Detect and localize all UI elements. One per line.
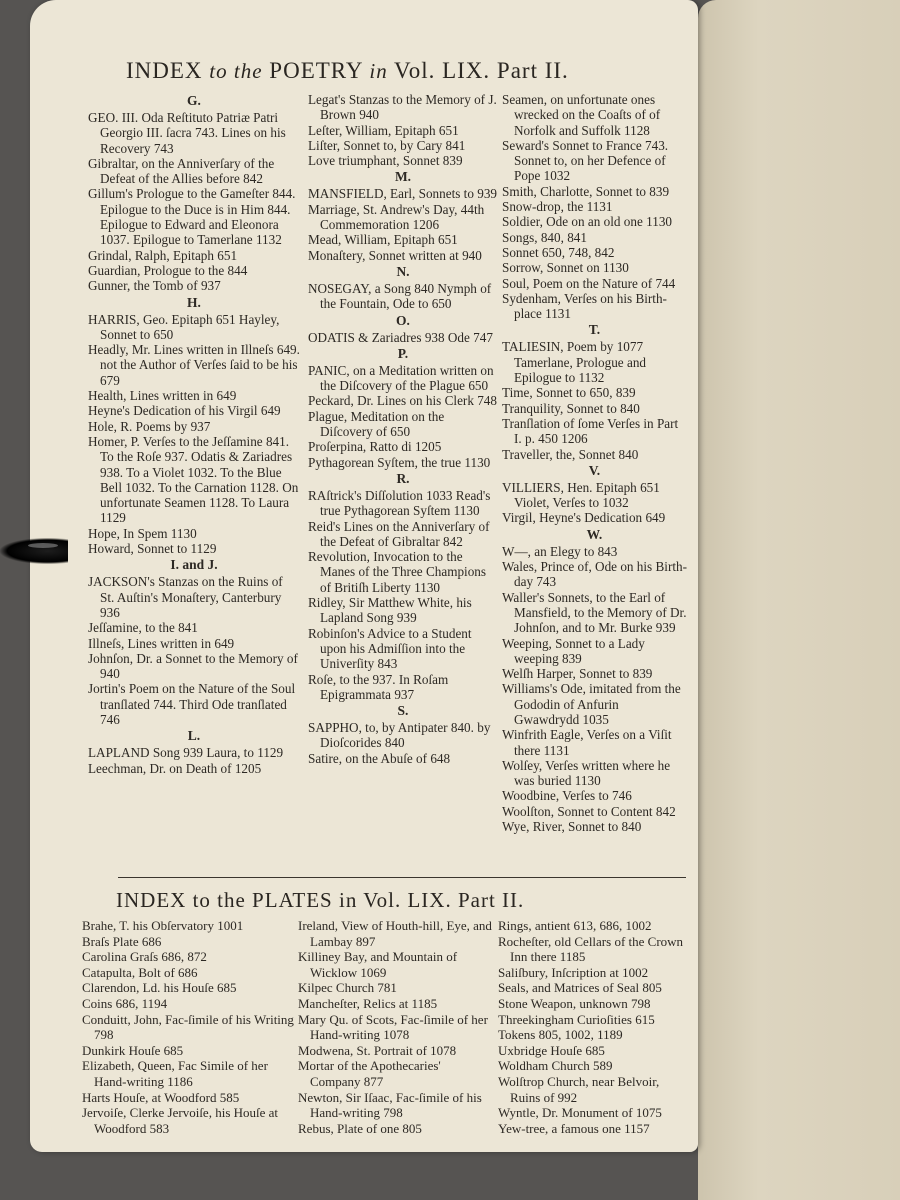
index-entry: Revolution, Invocation to the Manes of the Three Champions of Britiſh Liberty 1130 — [308, 549, 487, 595]
index-entry: Welſh Harper, Sonnet to 839 — [502, 666, 653, 682]
index-entry: Legat's Stanzas to the Memory of J. Brown 940 — [308, 92, 497, 123]
index-entry: Seamen, on unfortunate ones wrecked on the Coaſts of of Norfolk and Suffolk 1128 — [502, 92, 661, 138]
index-entry: ODATIS & Zariadres 938 Ode 747 — [308, 329, 493, 345]
index-entry: Smith, Charlotte, Sonnet to 839 — [502, 183, 670, 199]
index-letter-heading: S. — [397, 703, 409, 719]
index-entry: Jortin's Poem on the Nature of the Soul tranſlated 744. Third Ode tranſlated 746 — [88, 681, 296, 727]
index-letter-heading: H. — [187, 294, 201, 310]
poetry-index-title: INDEX to the POETRY in Vol. LIX. Part II. — [126, 58, 569, 83]
index-entry: HARRIS, Geo. Epitaph 651 Hayley, Sonnet to 650 — [88, 311, 280, 342]
plates-index-title: INDEX to the PLATES in Vol. LIX. Part II. — [116, 888, 525, 912]
index-entry: Gillum's Prologue to the Gameſter 844. Epilogue to the Duce is in Him 844. Epilogue to Edward and Eleonora 1037. Epilogue to Tamerlane 1132 — [88, 186, 296, 248]
book-page — [30, 0, 698, 1152]
index-letter-heading: T. — [588, 322, 601, 338]
plate-entry: Rocheſter, old Cellars of the Crown Inn there 1185 — [498, 933, 684, 965]
index-entry: Soul, Poem on the Nature of 744 — [502, 275, 676, 291]
index-entry: Monaſtery, Sonnet written at 940 — [308, 247, 482, 263]
poetry-index-column-2 — [308, 92, 498, 766]
index-entry: Leſter, William, Epitaph 651 — [308, 122, 459, 138]
index-entry: Williams's Ode, imitated from the Gododin of Anfurin Gwawdrydd 1035 — [502, 681, 681, 727]
index-entry: Tranſlation of ſome Verſes in Part I. p. 450 1206 — [502, 415, 679, 447]
plate-entry: Uxbridge Houſe 685 — [498, 1042, 605, 1058]
index-entry: Jeſſamine, to the 841 — [88, 620, 198, 636]
plate-entry: Jervoiſe, Clerke Jervoiſe, his Houſe at Woodford 583 — [82, 1105, 279, 1136]
index-entry: Satire, on the Abuſe of 648 — [308, 750, 451, 766]
index-entry: Woodbine, Verſes to 746 — [502, 788, 632, 804]
index-entry: Tranquility, Sonnet to 840 — [502, 400, 640, 416]
index-entry: Peckard, Dr. Lines on his Clerk 748 — [308, 393, 497, 409]
index-entry: Gunner, the Tomb of 937 — [88, 278, 221, 294]
plate-entry: Dunkirk Houſe 685 — [82, 1042, 184, 1058]
index-entry: Gibraltar, on the Anniverſary of the Defeat of the Allies before 842 — [88, 155, 275, 187]
plate-entry: Wyntle, Dr. Monument of 1075 — [498, 1105, 662, 1121]
page-clip-highlight — [28, 543, 58, 548]
index-entry: Songs, 840, 841 — [502, 229, 587, 245]
index-entry: RAſtrick's Diſſolution 1033 Read's true Pythagorean Syſtem 1130 — [308, 487, 491, 519]
index-entry: JACKSON's Stanzas on the Ruins of St. Auſtin's Monaſtery, Canterbury 936 — [88, 574, 283, 620]
index-entry: Howard, Sonnet to 1129 — [88, 541, 217, 557]
index-entry: Grindal, Ralph, Epitaph 651 — [88, 247, 238, 263]
index-entry: Roſe, to the 937. In Roſam Epigrammata 937 — [308, 671, 449, 702]
plate-entry: Saliſbury, Inſcription at 1002 — [498, 964, 649, 980]
plate-entry: Newton, Sir Iſaac, Fac-ſimile of his Hand-writing 798 — [298, 1089, 482, 1121]
index-entry: Soldier, Ode on an old one 1130 — [502, 214, 673, 230]
index-entry: Robinſon's Advice to a Student upon his Admiſſion into the Univerſity 843 — [308, 625, 472, 672]
index-entry: Pythagorean Syſtem, the true 1130 — [308, 454, 491, 470]
plate-entry: Woldham Church 589 — [498, 1058, 613, 1074]
index-entry: Mead, William, Epitaph 651 — [308, 232, 458, 248]
index-letter-heading: W. — [586, 526, 603, 542]
index-entry: Wye, River, Sonnet to 840 — [502, 819, 642, 835]
plate-entry: Ireland, View of Houth-hill, Eye, and Lambay 897 — [298, 918, 492, 949]
plate-entry: Rings, antient 613, 686, 1002 — [498, 918, 652, 933]
index-entry: VILLIERS, Hen. Epitaph 651 Violet, Verſes to 1032 — [502, 479, 660, 511]
index-entry: GEO. III. Oda Reſtituto Patriæ Patri Georgio III. ſacra 743. Lines on his Recovery 743 — [88, 110, 286, 156]
index-entry: Hope, In Spem 1130 — [88, 525, 197, 541]
index-entry: Leechman, Dr. on Death of 1205 — [88, 760, 262, 776]
index-entry: Woolſton, Sonnet to Content 842 — [502, 803, 676, 819]
index-entry: Weeping, Sonnet to a Lady weeping 839 — [502, 635, 645, 666]
index-entry: Guardian, Prologue to the 844 — [88, 262, 248, 278]
index-entry: Reid's Lines on the Anniverſary of the Defeat of Gibraltar 842 — [308, 518, 490, 549]
index-entry: Marriage, St. Andrew's Day, 44th Commemoration 1206 — [308, 201, 485, 233]
index-entry: Homer, P. Verſes to the Jeſſamine 841. To the Roſe 937. Odatis & Zariadres 938. To a Violet 1032. To the Blue Bell 1032. To the Carnation 1128. On unfortunate Seamen 1128. To Laura 1129 — [88, 433, 299, 526]
index-letter-heading: I. and J. — [170, 557, 218, 573]
plate-entry: Kilpec Church 781 — [298, 980, 397, 996]
index-entry: Heyne's Dedication of his Virgil 649 — [88, 403, 281, 419]
plate-entry: Clarendon, Ld. his Houſe 685 — [82, 980, 237, 996]
index-letter-heading: O. — [396, 312, 410, 328]
plate-entry: Wolſtrop Church, near Belvoir, Ruins of 992 — [498, 1073, 660, 1105]
plate-entry: Rebus, Plate of one 805 — [298, 1120, 422, 1136]
index-letter-heading: V. — [588, 462, 601, 478]
plates-index-column-2 — [298, 918, 494, 1136]
index-entry: Winfrith Eagle, Verſes on a Viſit there 1131 — [502, 727, 672, 758]
index-entry: SAPPHO, to, by Antipater 840. by Dioſcorides 840 — [308, 720, 491, 751]
plate-entry: Conduitt, John, Fac-ſimile of his Writing 798 — [82, 1011, 294, 1043]
index-entry: Headly, Mr. Lines written in Illneſs 649. not the Author of Verſes ſaid to be his 679 — [88, 342, 300, 388]
index-entry: Proſerpina, Ratto di 1205 — [308, 439, 442, 455]
plate-entry: Harts Houſe, at Woodford 585 — [82, 1089, 240, 1105]
index-entry: Seward's Sonnet to France 743. Sonnet to, on her Defence of Pope 1032 — [502, 137, 669, 184]
index-entry: Plague, Meditation on the Diſcovery of 650 — [308, 408, 445, 440]
index-entry: Wales, Prince of, Ode on his Birth-day 743 — [502, 559, 687, 590]
plate-entry: Tokens 805, 1002, 1189 — [498, 1027, 623, 1043]
index-entry: TALIESIN, Poem by 1077 Tamerlane, Prologue and Epilogue to 1132 — [502, 339, 647, 386]
index-letter-heading: R. — [396, 470, 410, 486]
index-letter-heading: P. — [397, 345, 409, 361]
plate-entry: Carolina Graſs 686, 872 — [82, 949, 207, 965]
index-entry: Sorrow, Sonnet on 1130 — [502, 260, 629, 276]
index-entry: Wolſey, Verſes written where he was buried 1130 — [502, 757, 671, 789]
plate-entry: Stone Weapon, unknown 798 — [498, 995, 651, 1011]
index-entry: MANSFIELD, Earl, Sonnets to 939 — [308, 186, 498, 202]
plate-entry: Yew-tree, a famous one 1157 — [498, 1120, 650, 1136]
index-entry: NOSEGAY, a Song 840 Nymph of the Fountain, Ode to 650 — [308, 280, 492, 312]
page-clip — [0, 538, 68, 564]
plates-index-column-3 — [498, 918, 686, 1136]
index-entry: Illneſs, Lines written in 649 — [88, 635, 235, 651]
plate-entry: Seals, and Matrices of Seal 805 — [498, 980, 662, 996]
index-entry: Health, Lines written in 649 — [88, 388, 237, 404]
plate-entry: Mortar of the Apothecaries' Company 877 — [298, 1058, 441, 1089]
index-letter-heading: N. — [396, 263, 410, 279]
plate-entry: Modwena, St. Portrait of 1078 — [298, 1042, 457, 1058]
index-entry: Snow-drop, the 1131 — [502, 199, 613, 215]
section-divider — [118, 877, 686, 878]
index-entry: Hole, R. Poems by 937 — [88, 418, 211, 434]
plates-index-column-1 — [82, 918, 296, 1136]
index-entry: PANIC, on a Meditation written on the Diſcovery of the Plague 650 — [308, 362, 494, 394]
index-entry: Love triumphant, Sonnet 839 — [308, 153, 463, 169]
plate-entry: Coins 686, 1194 — [82, 995, 168, 1011]
index-entry: LAPLAND Song 939 Laura, to 1129 — [88, 745, 284, 761]
plate-entry: Threekingham Curioſities 615 — [498, 1011, 655, 1027]
index-entry: Waller's Sonnets, to the Earl of Mansfield, to the Memory of Dr. Johnſon, and to Mr. Burke 939 — [502, 589, 687, 636]
index-entry: Traveller, the, Sonnet 840 — [502, 446, 639, 462]
index-entry: Sydenham, Verſes on his Birth-place 1131 — [502, 290, 667, 322]
plate-entry: Braſs Plate 686 — [82, 933, 162, 949]
index-entry: Johnſon, Dr. a Sonnet to the Memory of 940 — [88, 650, 298, 682]
plate-entry: Mancheſter, Relics at 1185 — [298, 995, 438, 1011]
index-entry: Sonnet 650, 748, 842 — [502, 244, 615, 260]
index-entry: Liſter, Sonnet to, by Cary 841 — [308, 137, 466, 153]
index-entry: W—, an Elegy to 843 — [502, 543, 618, 559]
plate-entry: Catapulta, Bolt of 686 — [82, 964, 198, 980]
plate-entry: Mary Qu. of Scots, Fac-ſimile of her Hand-writing 1078 — [298, 1011, 488, 1043]
index-letter-heading: L. — [187, 728, 201, 744]
index-entry: Virgil, Heyne's Dedication 649 — [502, 510, 666, 526]
plate-entry: Elizabeth, Queen, Fac Simile of her Hand-writing 1186 — [82, 1058, 268, 1089]
index-letter-heading: M. — [394, 169, 412, 185]
index-letter-heading: G. — [187, 93, 201, 108]
index-entry: Time, Sonnet to 650, 839 — [502, 385, 636, 401]
facing-page — [698, 0, 900, 1200]
plate-entry: Brahe, T. his Obſervatory 1001 — [82, 918, 244, 933]
plate-entry: Killiney Bay, and Mountain of Wicklow 1069 — [298, 949, 458, 980]
poetry-index-column-1 — [88, 92, 300, 776]
poetry-index-column-3 — [502, 92, 687, 834]
index-entry: Ridley, Sir Matthew White, his Lapland Song 939 — [308, 595, 472, 626]
